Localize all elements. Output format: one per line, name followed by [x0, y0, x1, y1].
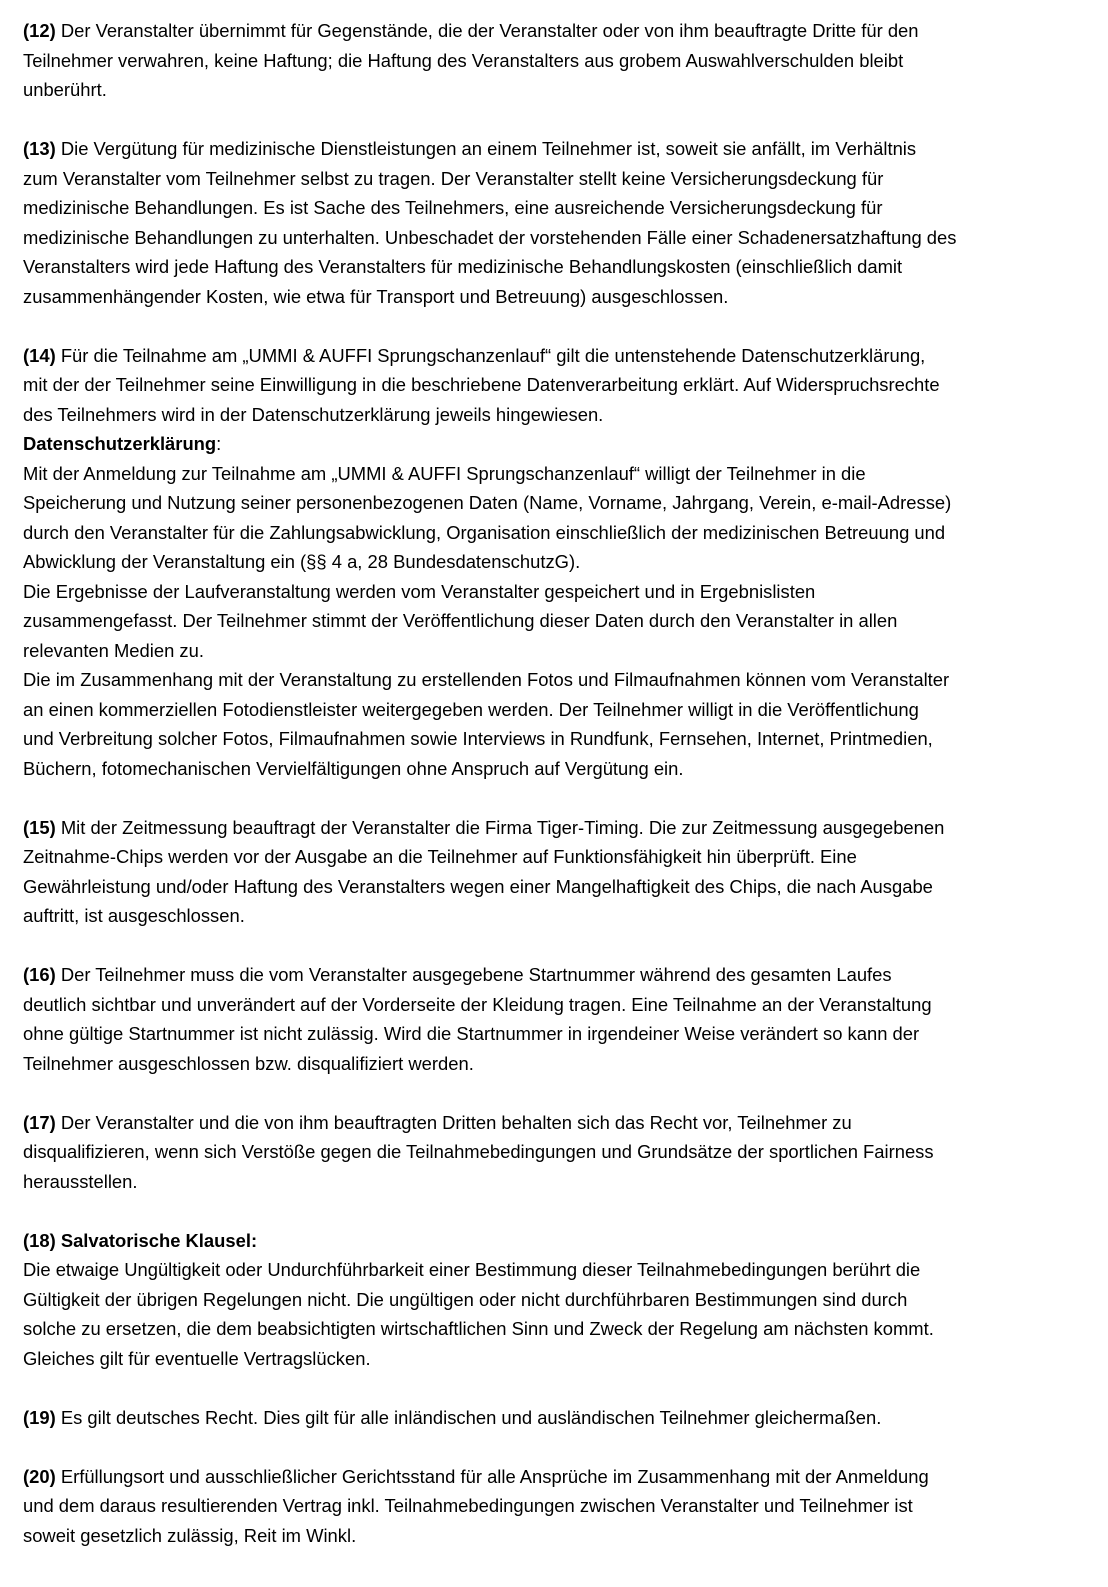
- section-16-line-3: ohne gültige Startnummer ist nicht zulässig. Wird die Startnummer in irgendeiner Weise verändert so kann der: [23, 1023, 920, 1044]
- section-16-line-4: Teilnehmer ausgeschlossen bzw. disqualifiziert werden.: [23, 1052, 474, 1074]
- section-13-line-5: Veranstalters wird jede Haftung des Veranstalters für medizinische Behandlungskosten (einschließlich damit: [23, 256, 903, 277]
- section-20: [23, 1462, 1085, 1551]
- section-20-line-3: soweit gesetzlich zulässig, Reit im Winkl.: [23, 1524, 357, 1546]
- section-17-number: (17): [23, 1111, 56, 1133]
- privacy-line-1: Mit der Anmeldung zur Teilnahme am „UMMI & AUFFI Sprungschanzenlauf“ willigt der Teilnehmer in die: [23, 462, 866, 484]
- section-13-line-6: zusammenhängender Kosten, wie etwa für Transport und Betreuung) ausgeschlossen.: [23, 285, 729, 307]
- section-15-number: (15): [23, 816, 56, 838]
- section-14: [23, 341, 1085, 784]
- section-17-line-1: (17) Der Veranstalter und die von ihm beauftragten Dritten behalten sich das Recht vor, Teilnehmer zu: [23, 1111, 852, 1133]
- section-18-line-3: solche zu ersetzen, die dem beabsichtigten wirtschaftlichen Sinn und Zweck der Regelung am nächsten kommt.: [23, 1318, 934, 1339]
- section-19-line-1: (19) Es gilt deutsches Recht. Dies gilt für alle inländischen und ausländischen Teilnehmer gleichermaßen.: [23, 1406, 882, 1428]
- privacy-line-9: an einen kommerziellen Fotodienstleister weitergegeben werden. Der Teilnehmer willigt in die Veröffentlichung: [23, 698, 919, 720]
- section-17-line-2: disqualifizieren, wenn sich Verstöße gegen die Teilnahmebedingungen und Grundsätze der sportlichen Fairness: [23, 1141, 934, 1162]
- section-12-number: (12): [23, 20, 56, 41]
- section-18-line-2: Gültigkeit der übrigen Regelungen nicht. Die ungültigen oder nicht durchführbaren Bestimmungen sind durch: [23, 1288, 908, 1310]
- section-13-line-1: (13) Die Vergütung für medizinische Dienstleistungen an einem Teilnehmer ist, soweit sie anfällt, im Verhältnis: [23, 138, 917, 159]
- privacy-line-6: zusammengefasst. Der Teilnehmer stimmt der Veröffentlichung dieser Daten durch den Veranstalter in allen: [23, 610, 898, 631]
- privacy-line-4: Abwicklung der Veranstaltung ein (§§ 4 a, 28 BundesdatenschutzG).: [23, 551, 581, 572]
- section-15-line-1: (15) Mit der Zeitmessung beauftragt der Veranstalter die Firma Tiger-Timing. Die zur Zeitmessung ausgegebenen: [23, 816, 945, 838]
- privacy-line-7: relevanten Medien zu.: [23, 639, 204, 661]
- section-20-number: (20): [23, 1465, 56, 1487]
- section-19-number: (19): [23, 1406, 56, 1428]
- section-12-line-1: (12) Der Veranstalter übernimmt für Gegenstände, die der Veranstalter oder von ihm beauftragte Dritte für den: [23, 20, 919, 41]
- section-16-number: (16): [23, 964, 56, 985]
- section-20-line-2: und dem daraus resultierenden Vertrag inkl. Teilnahmebedingungen zwischen Veranstalter und Teilnehmer ist: [23, 1495, 913, 1516]
- section-12-line-2: Teilnehmer verwahren, keine Haftung; die Haftung des Veranstalters aus grobem Auswahlverschulden bleibt: [23, 49, 904, 71]
- section-15: [23, 813, 1085, 931]
- section-13-line-2: zum Veranstalter vom Teilnehmer selbst zu tragen. Der Veranstalter stellt keine Versicherungsdeckung für: [23, 167, 884, 189]
- section-18-line-4: Gleiches gilt für eventuelle Vertragslücken.: [23, 1347, 371, 1369]
- section-14-number: (14): [23, 344, 56, 366]
- privacy-line-5: Die Ergebnisse der Laufveranstaltung werden vom Veranstalter gespeichert und in Ergebnislisten: [23, 580, 816, 602]
- section-16-line-1: (16) Der Teilnehmer muss die vom Veranstalter ausgegebene Startnummer während des gesamten Laufes: [23, 964, 892, 985]
- section-14-line-1: (14) Für die Teilnahme am „UMMI & AUFFI Sprungschanzenlauf“ gilt die untenstehende Datenschutzerklärung,: [23, 344, 926, 366]
- section-18-line-1: Die etwaige Ungültigkeit oder Undurchführbarkeit einer Bestimmung dieser Teilnahmebedingungen berührt die: [23, 1259, 921, 1280]
- section-12: [23, 16, 1085, 105]
- section-17: [23, 1108, 1085, 1197]
- section-18-heading: (18) Salvatorische Klausel:: [23, 1229, 258, 1251]
- section-18: [23, 1226, 1085, 1374]
- section-14-line-3: des Teilnehmers wird in der Datenschutzerklärung jeweils hingewiesen.: [23, 403, 604, 425]
- section-14-line-2: mit der der Teilnehmer seine Einwilligung in die beschriebene Datenverarbeitung erklärt. Auf Widerspruchsrechte: [23, 374, 940, 395]
- privacy-heading: Datenschutzerklärung: [23, 433, 217, 454]
- document-page: [23, 16, 1085, 1550]
- privacy-heading-line: Datenschutzerklärung:: [23, 433, 222, 454]
- privacy-line-10: und Verbreitung solcher Fotos, Filmaufnahmen sowie Interviews in Rundfunk, Fernsehen, Internet, Printmedien,: [23, 728, 933, 749]
- section-13-line-3: medizinische Behandlungen. Es ist Sache des Teilnehmers, eine ausreichende Versicherungsdeckung für: [23, 197, 883, 218]
- privacy-line-11: Büchern, fotomechanischen Vervielfältigungen ohne Anspruch auf Vergütung ein.: [23, 757, 684, 779]
- section-15-line-2: Zeitnahme-Chips werden vor der Ausgabe an die Teilnehmer auf Funktionsfähigkeit hin überprüft. Eine: [23, 846, 857, 867]
- section-15-line-3: Gewährleistung und/oder Haftung des Veranstalters wegen einer Mangelhaftigkeit des Chips, die nach Ausgabe: [23, 875, 933, 897]
- privacy-line-8: Die im Zusammenhang mit der Veranstaltung zu erstellenden Fotos und Filmaufnahmen können vom Veranstalter: [23, 669, 950, 690]
- section-19: [23, 1403, 1085, 1433]
- section-16-line-2: deutlich sichtbar und unverändert auf der Vorderseite der Kleidung tragen. Eine Teilnahme an der Veranstaltung: [23, 993, 932, 1015]
- section-13-number: (13): [23, 138, 56, 159]
- section-15-line-4: auftritt, ist ausgeschlossen.: [23, 905, 245, 926]
- section-20-line-1: (20) Erfüllungsort und ausschließlicher Gerichtsstand für alle Ansprüche im Zusammenhang mit der Anmeldung: [23, 1465, 929, 1487]
- section-17-line-3: herausstellen.: [23, 1170, 138, 1192]
- privacy-line-3: durch den Veranstalter für die Zahlungsabwicklung, Organisation einschließlich der medizinischen Betreuung und: [23, 521, 946, 543]
- privacy-line-2: Speicherung und Nutzung seiner personenbezogenen Daten (Name, Vorname, Jahrgang, Verein, e-mail-Adresse): [23, 492, 952, 513]
- section-16: [23, 960, 1085, 1078]
- section-13-line-4: medizinische Behandlungen zu unterhalten. Unbeschadet der vorstehenden Fälle einer Schadenersatzhaftung des: [23, 226, 957, 248]
- section-12-line-3: unberührt.: [23, 79, 107, 100]
- section-13: [23, 134, 1085, 311]
